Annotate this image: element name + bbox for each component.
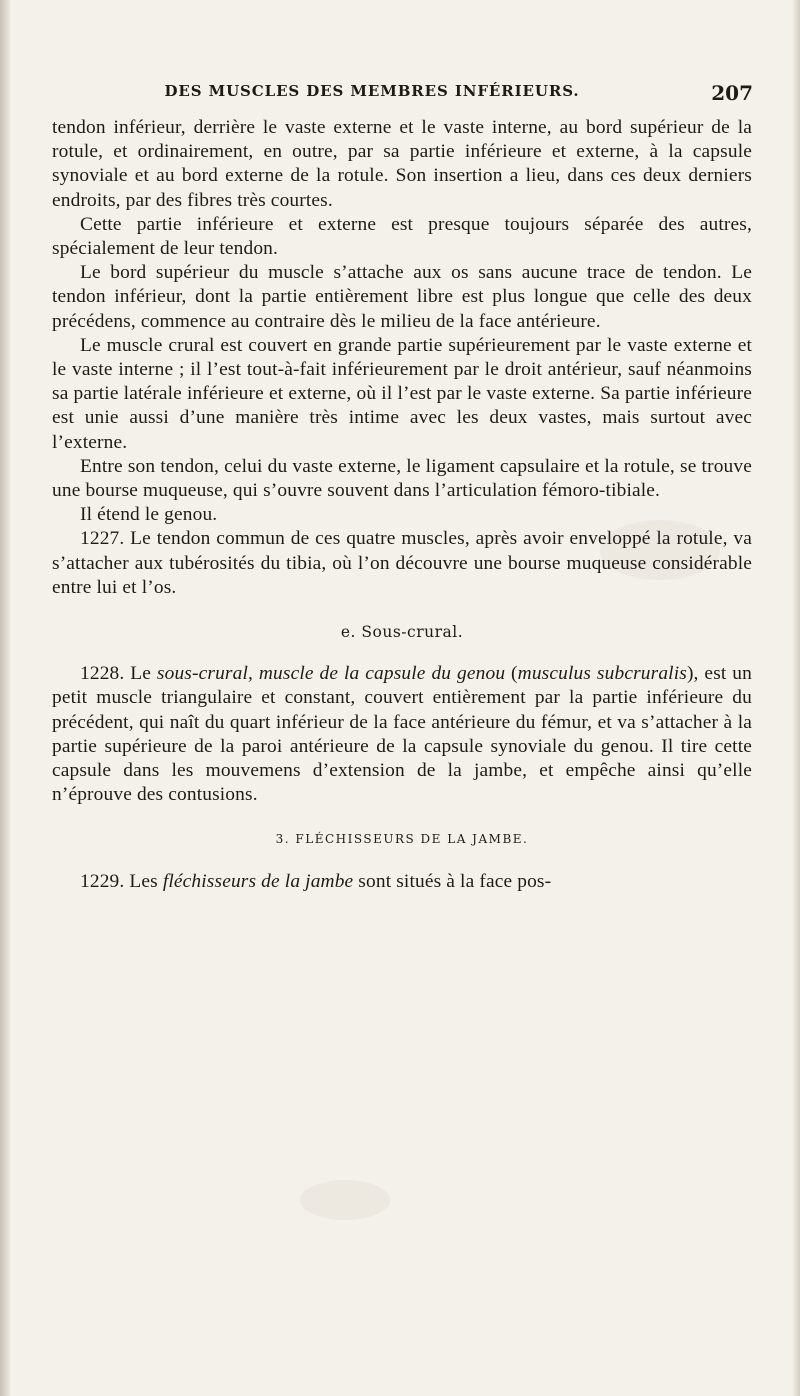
paragraph: Cette partie inférieure et externe est presque toujours séparée des autres, spécialement de leur tendon. bbox=[52, 213, 752, 260]
term-italic: fléchisseurs de la jambe bbox=[162, 870, 354, 892]
running-title: DES MUSCLES DES MEMBRES INFÉRIEURS. bbox=[164, 82, 580, 100]
page-header bbox=[52, 82, 752, 116]
paragraph-rest: sont situés à la face pos- bbox=[353, 870, 552, 892]
latin-name: musculus subcruralis bbox=[517, 663, 687, 685]
article-number: 1229. Les bbox=[80, 870, 163, 892]
book-page bbox=[52, 82, 752, 894]
term-italic: sous-crural, muscle de la capsule du genou bbox=[156, 663, 506, 685]
paragraph-flechisseurs bbox=[52, 870, 752, 894]
paper-stain bbox=[300, 1180, 390, 1220]
paragraph: Il étend le genou. bbox=[80, 504, 218, 526]
page-gutter-shadow bbox=[0, 0, 10, 1396]
paragraph: Entre son tendon, celui du vaste externe, le ligament capsulaire et la rotule, se trouve une bourse muqueuse, qui s’ouvre souvent dans l’articulation fémoro-tibiale. bbox=[52, 455, 752, 502]
paragraph: 1227. Le tendon commun de ces quatre muscles, après avoir enveloppé la rotule, va s’attacher aux tubérosités du tibia, où l’on découvre une bourse muqueuse considérable entre lui et l’os. bbox=[52, 528, 752, 598]
page-number: 207 bbox=[711, 81, 753, 105]
open-paren: ( bbox=[505, 663, 518, 685]
paragraph: Le bord supérieur du muscle s’attache aux os sans aucune trace de tendon. Le tendon inférieur, dont la partie entièrement libre est plus longue que celle des deux précédens, commence au contraire dès le milieu de la face antérieure. bbox=[52, 262, 752, 332]
page-edge-shadow bbox=[792, 0, 800, 1396]
paragraph-sous-crural bbox=[52, 662, 752, 807]
article-number: 1228. Le bbox=[80, 663, 157, 685]
subsection-heading: 3. FLÉCHISSEURS DE LA JAMBE. bbox=[275, 832, 529, 847]
section-heading: e. Sous-crural. bbox=[340, 623, 464, 642]
body-text bbox=[52, 116, 752, 894]
paragraph-rest: ), est un petit muscle triangulaire et constant, couvert entièrement par la partie inférieure du précédent, qui naît du quart inférieur de la face antérieure du fémur, et va s’attacher à la partie supérieure de la paroi antérieure de la capsule synoviale du genou. Il tire cette capsule dans les mouvemens d’extension de la jambe, et empêche ainsi qu’elle n’éprouve des contusions. bbox=[52, 663, 753, 806]
paragraph: Le muscle crural est couvert en grande partie supérieurement par le vaste externe et le vaste interne ; il l’est tout-à-fait inférieurement par le droit antérieur, sauf néanmoins sa partie latérale inférieure et externe, où il l’est par le vaste externe. Sa partie inférieure est unie aussi d’une manière très intime avec les deux vastes, mais surtout avec l’externe. bbox=[52, 334, 752, 453]
paragraph: tendon inférieur, derrière le vaste externe et le vaste interne, au bord supérieur de la rotule, et ordinairement, en outre, par sa partie inférieure et externe, à la capsule synoviale et au bord externe de la rotule. Son insertion a lieu, dans ces deux derniers endroits, par des fibres très courtes. bbox=[52, 117, 752, 211]
